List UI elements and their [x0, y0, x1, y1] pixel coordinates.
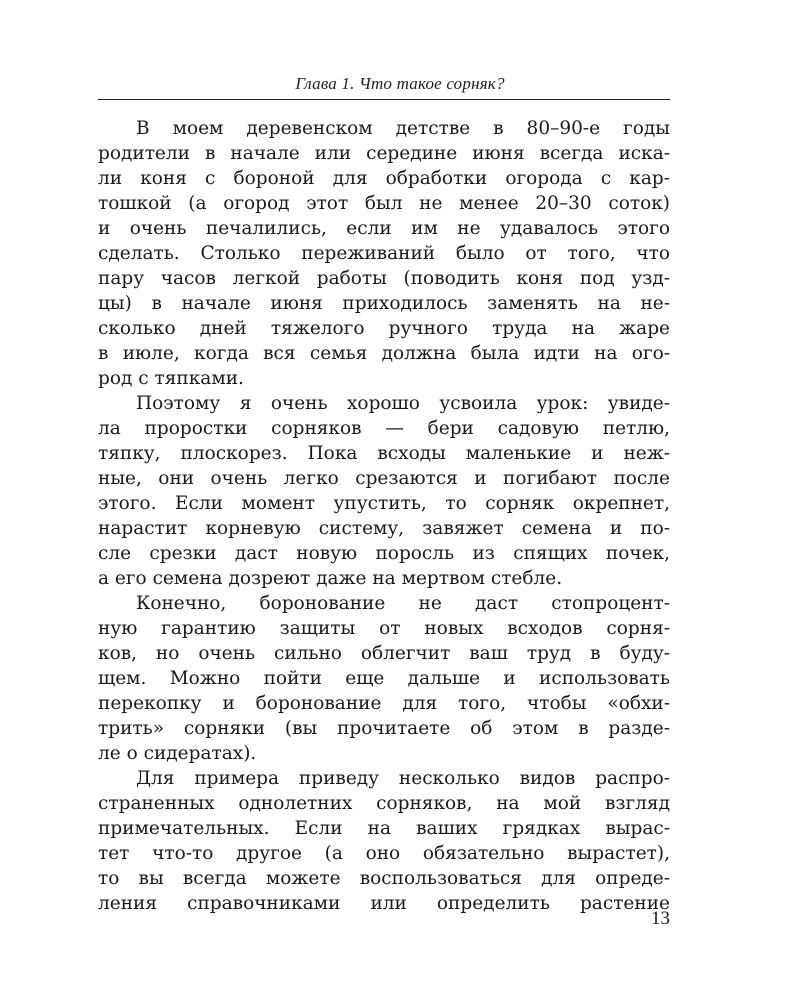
text-line: ла проростки сорняков — бери садовую петлю, [98, 418, 670, 439]
text-line: щем. Можно пойти еще дальше и использовать [98, 668, 670, 689]
text-line: нарастит корневую систему, завяжет семена и по- [98, 518, 670, 539]
body-text [98, 116, 670, 916]
text-line: и очень печалились, если им не удавалось этого [98, 218, 670, 239]
text-line: тяпку, плоскорез. Пока всходы маленькие и неж- [98, 443, 670, 464]
text-line: сколько дней тяжелого ручного труда на жаре [98, 318, 670, 339]
text-line: род с тяпками. [98, 368, 244, 389]
text-line: ную гарантию защиты от новых всходов сорня- [98, 618, 670, 639]
text-line: родители в начале или середине июня всегда иска- [98, 143, 670, 164]
text-line: этого. Если момент упустить, то сорняк окрепнет, [98, 493, 670, 514]
text-line: ле о сидератах). [98, 743, 257, 764]
page-number: 13 [651, 908, 670, 929]
text-line: цы) в начале июня приходилось заменять на не- [98, 293, 670, 314]
text-line: трить» сорняки (вы прочитаете об этом в разде- [98, 718, 670, 739]
text-line: В моем деревенском детстве в 80–90-е годы [136, 118, 670, 139]
text-line: Поэтому я очень хорошо усвоила урок: увиде- [136, 393, 670, 414]
text-line: Конечно, боронование не даст стопроцент- [136, 593, 670, 614]
paragraph [98, 391, 670, 591]
text-line: ные, они очень легко срезаются и погибают после [98, 468, 670, 489]
text-line: перекопку и боронование для того, чтобы «обхи- [98, 693, 670, 714]
text-line: сделать. Столько переживаний было от того, что [98, 243, 670, 264]
text-line: ли коня с бороной для обработки огорода с кар- [98, 168, 670, 189]
text-line: ления справочниками или определить растение [98, 893, 670, 914]
running-head: Глава 1. Что такое сорняк? [295, 74, 505, 93]
paragraph [98, 591, 670, 766]
text-line: пару часов легкой работы (поводить коня под узд- [98, 268, 670, 289]
text-line: Для примера приведу несколько видов распро- [136, 768, 670, 789]
paragraph [98, 116, 670, 391]
text-line: страненных однолетних сорняков, на мой взгляд [98, 793, 670, 814]
text-line: то вы всегда можете воспользоваться для опреде- [98, 868, 670, 889]
text-line: в июле, когда вся семья должна была идти на ого- [98, 343, 670, 364]
header-rule [98, 99, 670, 100]
paragraph [98, 766, 670, 916]
text-line: ков, но очень сильно облегчит ваш труд в буду- [98, 643, 670, 664]
text-line: а его семена дозреют даже на мертвом стебле. [98, 568, 563, 589]
text-line: тет что-то другое (а оно обязательно вырастет), [98, 843, 670, 864]
text-line: примечательных. Если на ваших грядках вырас- [98, 818, 670, 839]
text-line: сле срезки даст новую поросль из спящих почек, [98, 543, 670, 564]
text-line: тошкой (а огород этот был не менее 20–30 соток) [98, 193, 670, 214]
